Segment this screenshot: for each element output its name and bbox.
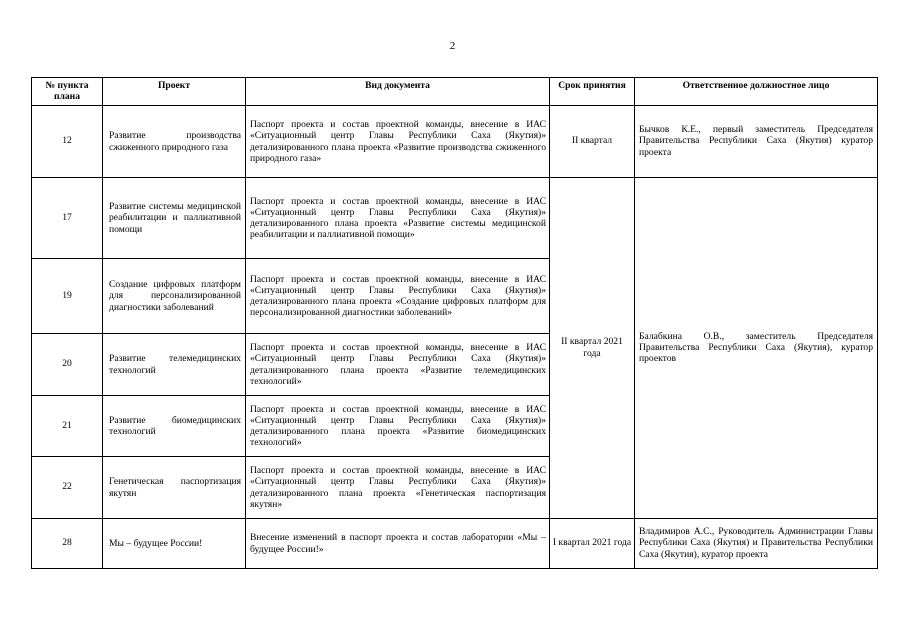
header-num: № пункта плана	[32, 78, 103, 106]
row-project: Развитие биомедицинских технологий	[103, 395, 246, 456]
row-project: Создание цифровых платформ для персонализированной диагностики заболеваний	[103, 258, 246, 333]
row-project: Развитие телемедицинских технологий	[103, 333, 246, 395]
row-project: Генетическая паспортизация якутян	[103, 456, 246, 518]
header-term: Срок принятия	[550, 78, 635, 106]
row-num: 28	[32, 518, 103, 568]
merged-responsible: Балабкина О.В., заместитель Председателя Правительства Республики Саха (Якутия), куратор проектов	[635, 177, 878, 518]
row-project: Развитие системы медицинской реабилитации и паллиативной помощи	[103, 177, 246, 258]
merged-term: II квартал 2021 года	[550, 177, 635, 518]
row-responsible: Владимиров А.С., Руководитель Администрации Главы Республики Саха (Якутия) и Правительства Республики Саха (Якутия), куратор проекта	[635, 518, 878, 568]
row-num: 17	[32, 177, 103, 258]
row-num: 20	[32, 333, 103, 395]
header-responsible: Ответственное должностное лицо	[635, 78, 878, 106]
row-doc: Паспорт проекта и состав проектной команды, внесение в ИАС «Ситуационный центр Главы Республики Саха (Якутия)» детализированного плана проекта «Развитие биомедицинских технологий»	[246, 395, 550, 456]
table-row	[32, 518, 878, 568]
table-header-row	[32, 78, 878, 106]
row-term: II квартал	[550, 105, 635, 177]
table-row	[32, 177, 878, 258]
row-num: 12	[32, 105, 103, 177]
header-doc-type: Вид документа	[246, 78, 550, 106]
row-term: I квартал 2021 года	[550, 518, 635, 568]
row-doc: Паспорт проекта и состав проектной команды, внесение в ИАС «Ситуационный центр Главы Республики Саха (Якутия)» детализированного плана проекта «Развитие телемедицинских технологий»	[246, 333, 550, 395]
row-num: 19	[32, 258, 103, 333]
row-project: Развитие производства сжиженного природного газа	[103, 105, 246, 177]
row-project: Мы – будущее России!	[103, 518, 246, 568]
page-number: 2	[449, 40, 456, 52]
plan-table	[31, 77, 878, 569]
table-row	[32, 105, 878, 177]
row-responsible: Бычков К.Е., первый заместитель Председателя Правительства Республики Саха (Якутия) куратор проекта	[635, 105, 878, 177]
row-doc: Паспорт проекта и состав проектной команды, внесение в ИАС «Ситуационный центр Главы Республики Саха (Якутия)» детализированного плана проекта «Развитие производства сжиженного природного газа»	[246, 105, 550, 177]
row-num: 21	[32, 395, 103, 456]
row-doc: Паспорт проекта и состав проектной команды, внесение в ИАС «Ситуационный центр Главы Республики Саха (Якутия)» детализированного плана проекта «Развитие системы медицинской реабилитации и паллиативной помощи»	[246, 177, 550, 258]
row-doc: Паспорт проекта и состав проектной команды, внесение в ИАС «Ситуационный центр Главы Республики Саха (Якутия)» детализированного плана проекта «Создание цифровых платформ для персонализированной диагностики заболеваний»	[246, 258, 550, 333]
header-project: Проект	[103, 78, 246, 106]
row-doc: Паспорт проекта и состав проектной команды, внесение в ИАС «Ситуационный центр Главы Республики Саха (Якутия)» детализированного плана проекта «Генетическая паспортизация якутян»	[246, 456, 550, 518]
row-num: 22	[32, 456, 103, 518]
row-doc: Внесение изменений в паспорт проекта и состав лаборатории «Мы – будущее России!»	[246, 518, 550, 568]
